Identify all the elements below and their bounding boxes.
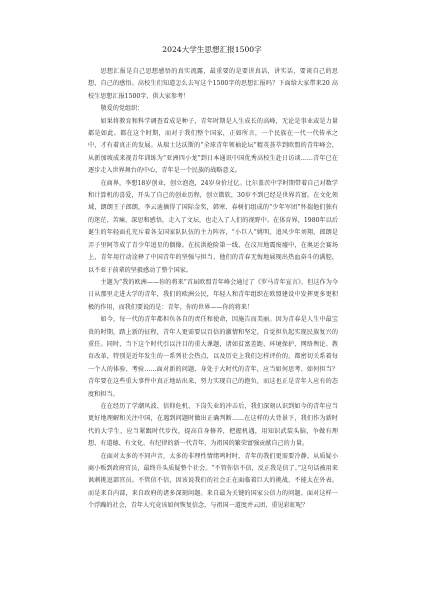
salutation: 敬爱的党组织： (100, 105, 144, 113)
intro-paragraph: 思想汇报是自己思想感悟的真实流露，最重要的是要讲真话，讲实话，要谈自己的思想，自己的感悟。高校生们知道怎么去写这个1500字的思想汇报吗？下面给大家带来20 高校生思想汇报1500字，供大家参考！ (88, 68, 338, 100)
body-paragraph: 主题为“我的欧洲——你的将来”首届欧盟青年峰会通过了《罗马青年宣言》，但这作为今日从那里走进大学的青年，我们的欧洲公民，年轻人和青年组织在欧盟建设中发挥更多更积极的作用，而我们要说的是：青年，你的世界——你的将来！ (88, 278, 338, 311)
document-title: 2024大学生思想汇报1500字 (162, 45, 262, 54)
body-paragraph: 在在经历了学潮风波、信仰危机、下岗失业的冲击后，我们深刻认识到如今的青年应当更好地理解和关注中国，在遇到问题时做出正确判断……在这样的大背景下，我们作为新时代的大学生，应当紧跟时代步伐，提高自身修养，把握机遇，用知识武装头脑，争做有理想、有道德、有文化、有纪律的新一代青年，为祖国的繁荣富强贡献自己的力量。 (88, 402, 338, 448)
body-paragraph: 在商界，李想18岁创业，创立泡泡，24岁身价过亿。比尔盖茨中学时期带着自己对数学和计算机的喜爱，开头了自己的创业历程，创立微软，30岁不到已经是世界首富。在文化领域，朗朗王子郎朗，李云迪摘得了国际金奖，韩寒、春树们组成的“少年军团”怀揣他们独有的迷茫、苦痛、深思和感悟，走入了文坛，也走入了人们的视野中。在体育界，1980年以后诞生的年轻面孔充斥着各支国家队队伍的主力阵容，“小巨人”姚明、追风少年刘翔，郎朗是弄子里阿等成了青少年追星的偶像。在抗洪抢险第一线、在汶川地震废墟中，在奥运会赛场上，青年用行动诠释了中国青年的坚强与担当，他们的青春无悔地展现出热血奋斗的满腔，以不亚于前辈的坚毅感动了整个国家。 (88, 179, 338, 274)
body-paragraph: 如今，每一代的青年都担负各自的责任和使命，因施告而美丽。因为青春是人生中最宝贵的时期，踏上新的征程，青年人更需要以百倍的激情和坚定，自觉担负起实现民族复兴的重任。同时，当下这个时代引以注目的重大课题，诸如贫富差距、环境保护、网络舆论、教育改革，特别是近年发生的一系列社会热点，以及历史上我们怎样评价的，都密切关系着每一个人的体验、考验……面对新的问题，身处于大时代的青年，应当如何思考、如何担当？青年要在这些重大事件中真正地站出来，努力实现自己的抱负，而这也正是青年人应有的态度和担当。 (88, 316, 338, 398)
document-body (88, 66, 338, 513)
body-paragraph: 如果将教育和科学调查看成是种子，青年时期是人生成长的高峰，无论是事业或是力量都是如此。都在这个时期，而对于我们整个国家，正如所言，一个民族在一代一代传承之中，才有着真正的发展。从瑞士达沃斯的“全球青年领袖论坛”精英荟萃到欧盟的青年峰会，从新加坡成来视青年训练为“亚洲四小龙”到日本通讯中国优秀高校生赴日访谈……青年已在逐步走入世界舞台的中心，青年是一个民族的战略意义。 (88, 117, 338, 175)
body-paragraph: 在面对太多的不同声音，太多的非理性情绪鸣时时，青年的我们更需要冷静。从质疑小商小贩到政府官员，最终升头质疑整个社会。“不管你信不信，反正我是信了。”这句话被用来讽刺挑逗部官员。不管信不信，因该说我们的社会正在面临着巨大的挑战，不能太在外表。而是来自内部，来自政府的诸多深刻问题。来自最为关键的国家公信力的问题。面对这样一个浮躁的社会，青年人究竟该如何恢复信念，与祖国一道度并云团，重见彩虹呢？ (88, 452, 338, 510)
